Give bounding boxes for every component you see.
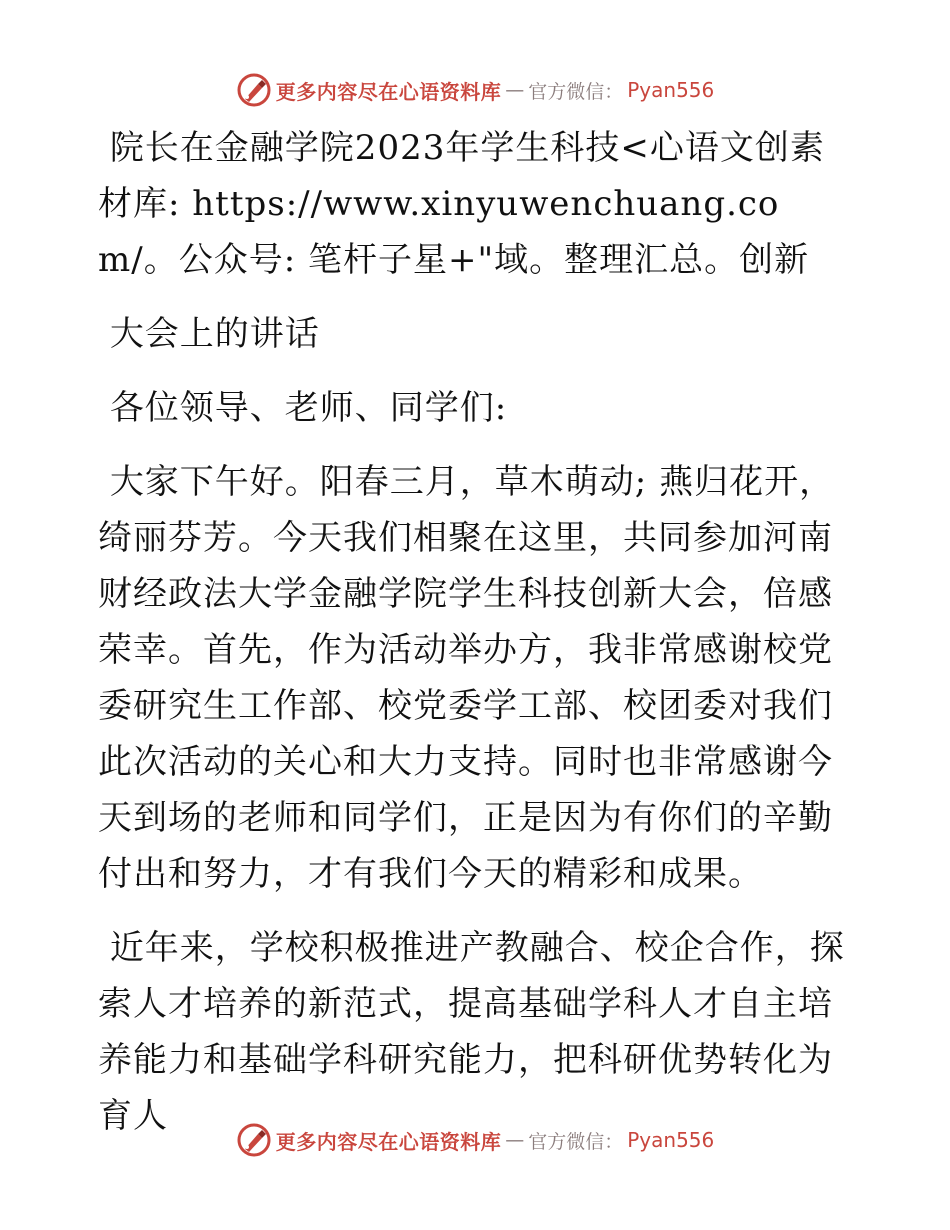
watermark-dash: — <box>505 79 525 101</box>
watermark-sub-text: 官方微信： <box>528 80 624 103</box>
pen-logo-icon <box>236 1122 272 1158</box>
footer-watermark <box>0 1118 950 1162</box>
title-paragraph: 院长在金融学院2023年学生科技<心语文创素材库: https://www.xinyuwenchuang.com/。公众号: 笔杆子星+"域。整理汇总。创新 <box>98 128 825 280</box>
body-paragraph-2: 近年来，学校积极推进产教融合、校企合作，探索人才培养的新范式，提高基础学科人才自主培养能力和基础学科研究能力，把科研优势转化为育人 <box>98 928 845 1136</box>
title-continued-paragraph: 大会上的讲话 <box>98 314 320 354</box>
salutation-paragraph: 各位领导、老师、同学们: <box>98 388 508 428</box>
document-body <box>98 120 858 1144</box>
watermark-sub-text: 官方微信： <box>528 1130 624 1153</box>
pen-logo-icon <box>236 72 272 108</box>
watermark-main-text: 更多内容尽在心语资料库 <box>275 79 502 104</box>
body-paragraph-1: 大家下午好。阳春三月，草木萌动; 燕归花开，绮丽芬芳。今天我们相聚在这里，共同参加河南财经政法大学金融学院学生科技创新大会，倍感荣幸。首先，作为活动举办方，我非常感谢校党委研究生工作部、校党委学工部、校团委对我们此次活动的关心和大力支持。同时也非常感谢今天到场的老师和同学们，正是因为有你们的辛勤付出和努力，才有我们今天的精彩和成果。 <box>98 462 835 894</box>
header-watermark <box>0 68 950 112</box>
watermark-wechat-id: Pyan556 <box>627 1128 715 1152</box>
watermark-dash: — <box>505 1129 525 1151</box>
watermark-main-text: 更多内容尽在心语资料库 <box>275 1129 502 1154</box>
watermark-wechat-id: Pyan556 <box>627 78 715 102</box>
